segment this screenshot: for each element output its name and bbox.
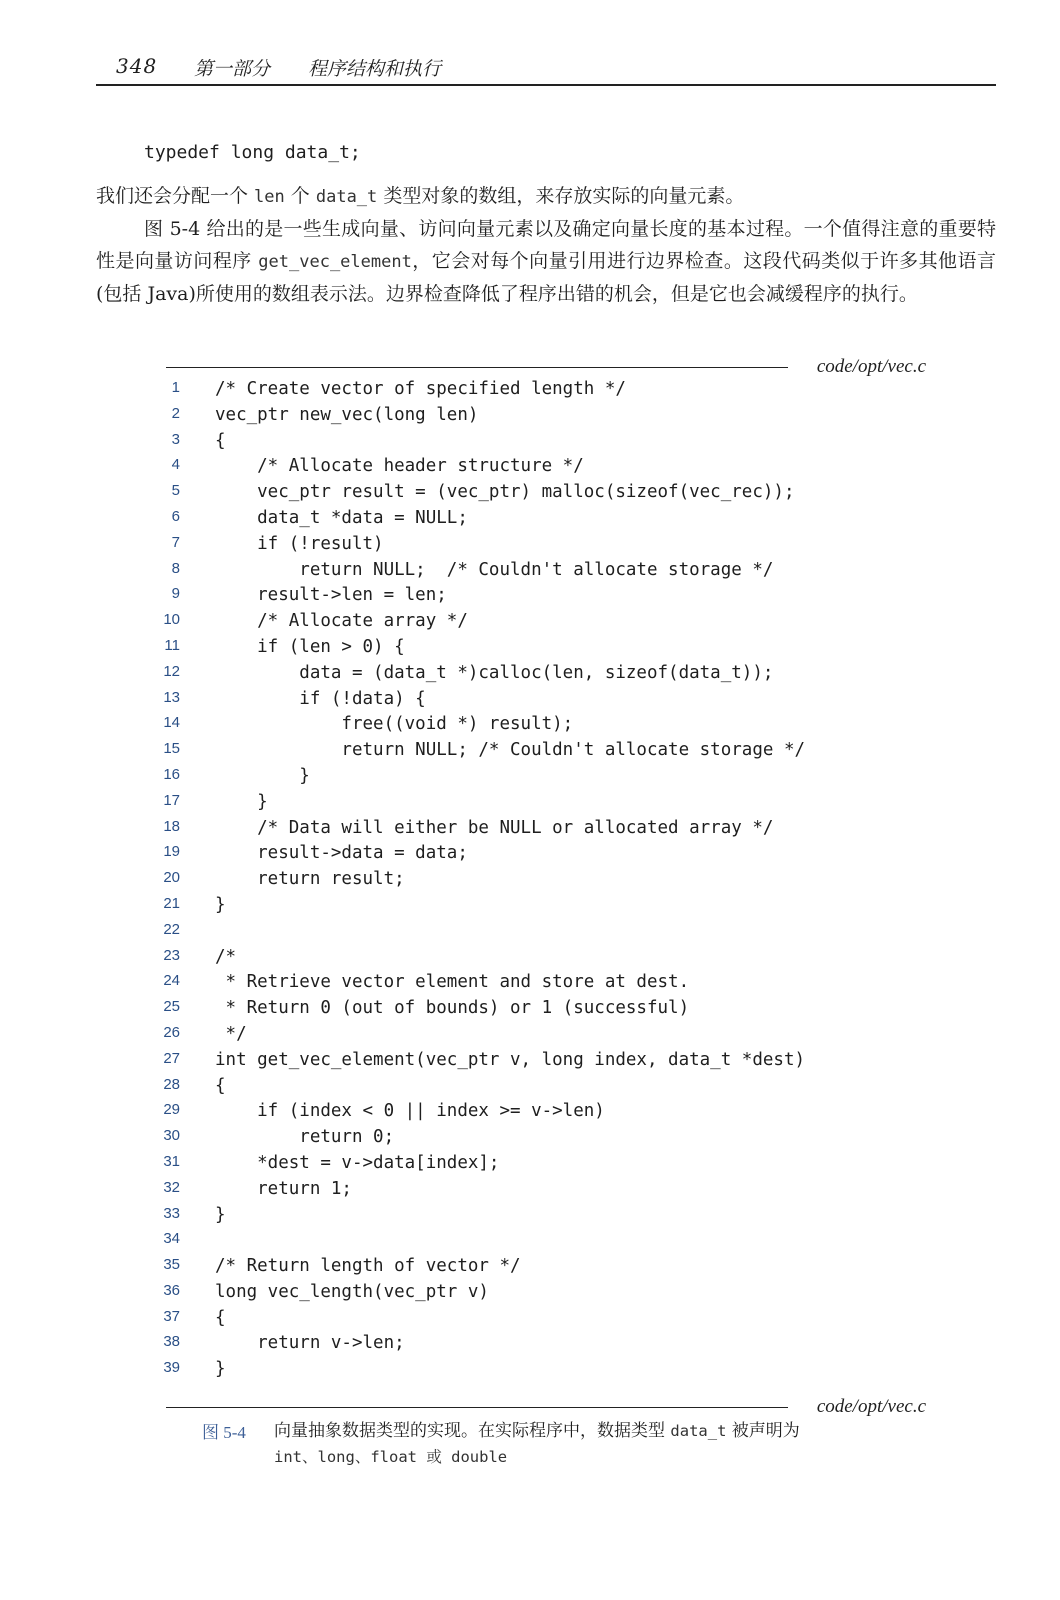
line-number: 33 [163, 1204, 180, 1222]
line-number: 38 [163, 1333, 180, 1351]
code-text: data_t *data = NULL; [215, 507, 468, 528]
code-line [160, 866, 880, 892]
code-text: free((void *) result); [215, 714, 574, 735]
line-number: 7 [171, 533, 180, 551]
line-number: 28 [163, 1075, 180, 1093]
caption-code-data-t: data_t [670, 1422, 727, 1440]
code-line [160, 1098, 880, 1124]
code-line [160, 763, 880, 789]
inline-code-data-t: data_t [315, 187, 378, 207]
source-file-label-bottom: code/opt/vec.c [816, 1396, 926, 1417]
code-text: /* Allocate array */ [215, 611, 468, 632]
paragraph-1: 我们还会分配一个 len 个 data_t 类型对象的数组，来存放实际的向量元素。 [96, 185, 745, 207]
line-number: 16 [163, 765, 180, 783]
line-number: 27 [163, 1049, 180, 1067]
code-line [160, 531, 880, 557]
code-text: { [215, 1307, 226, 1328]
code-line [160, 453, 880, 479]
code-line [160, 557, 880, 583]
code-line [160, 1305, 880, 1331]
code-line [160, 969, 880, 995]
code-text: if (len > 0) { [215, 636, 405, 657]
line-number: 32 [163, 1178, 180, 1196]
code-line [160, 1047, 880, 1073]
line-number: 34 [163, 1230, 180, 1248]
code-line [160, 686, 880, 712]
code-text: } [215, 1204, 226, 1225]
line-number: 6 [171, 507, 180, 525]
line-number: 36 [163, 1281, 180, 1299]
line-number: 18 [163, 817, 180, 835]
source-file-label-top: code/opt/vec.c [816, 356, 926, 377]
code-text: } [215, 765, 310, 786]
code-text: } [215, 1359, 226, 1380]
code-line [160, 918, 880, 944]
page-number: 348 [116, 54, 158, 78]
line-number: 10 [163, 611, 180, 629]
code-text: return NULL; /* Couldn't allocate storage */ [215, 740, 806, 761]
inline-code-get-vec-element: get_vec_element [258, 252, 412, 272]
code-text: result->len = len; [215, 585, 447, 606]
line-number: 12 [163, 662, 180, 680]
code-line [160, 428, 880, 454]
code-line [160, 1124, 880, 1150]
code-line [160, 789, 880, 815]
code-text: result->data = data; [215, 843, 468, 864]
line-number: 31 [163, 1152, 180, 1170]
code-line [160, 1202, 880, 1228]
code-text: if (index < 0 || index >= v->len) [215, 1101, 605, 1122]
code-line [160, 402, 880, 428]
code-text: } [215, 894, 226, 915]
code-line [160, 1150, 880, 1176]
line-number: 1 [171, 379, 180, 396]
line-number: 20 [163, 869, 180, 887]
code-line [160, 608, 880, 634]
line-number: 13 [163, 688, 180, 706]
page-header [96, 50, 996, 86]
code-line [160, 1176, 880, 1202]
code-line [160, 479, 880, 505]
line-number: 30 [163, 1127, 180, 1145]
chapter-title: 程序结构和执行 [308, 58, 442, 80]
code-line [160, 1227, 880, 1253]
figure-label: 图 5-4 [202, 1423, 246, 1442]
code-line [160, 582, 880, 608]
line-number: 35 [163, 1256, 180, 1274]
line-number: 29 [163, 1101, 180, 1119]
code-text: */ [215, 1023, 247, 1044]
code-text: long vec_length(vec_ptr v) [215, 1281, 489, 1302]
code-text: { [215, 1075, 226, 1096]
code-line [160, 1021, 880, 1047]
part-title: 第一部分 [194, 58, 271, 80]
code-text: if (!data) { [215, 688, 426, 709]
code-line [160, 815, 880, 841]
line-number: 17 [163, 791, 180, 809]
code-listing [160, 376, 880, 1382]
inline-code-len: len [254, 187, 285, 207]
line-number: 15 [163, 740, 180, 758]
line-number: 23 [163, 946, 180, 964]
line-number: 4 [171, 456, 180, 474]
line-number: 39 [163, 1359, 180, 1377]
code-text: return 0; [215, 1127, 395, 1148]
code-line [160, 1356, 880, 1382]
line-number: 22 [163, 920, 180, 938]
code-line [160, 1279, 880, 1305]
code-text: return result; [215, 869, 405, 890]
code-line [160, 840, 880, 866]
line-number: 2 [171, 404, 180, 422]
header-rule [96, 84, 996, 86]
code-line [160, 892, 880, 918]
code-line [160, 737, 880, 763]
code-text: * Retrieve vector element and store at dest. [215, 972, 690, 993]
paragraph-2: 图 5-4 给出的是一些生成向量、访问向量元素以及确定向量长度的基本过程。一个值得注意的重要特性是向量访问程序 get_vec_element，它会对每个向量引用进行边界检查。这段代码类似于许多其他语言(包括 Java)所使用的数组表示法。边界检查降低了程序出错的机会，但是它也会减缓程序的执行。 [96, 218, 996, 305]
code-text: /* Return length of vector */ [215, 1256, 521, 1277]
code-line [160, 944, 880, 970]
code-text: return 1; [215, 1178, 352, 1199]
figure-caption: 向量抽象数据类型的实现。在实际程序中，数据类型 data_t 被声明为 int、long、float 或 double [274, 1418, 914, 1470]
line-number: 8 [171, 559, 180, 577]
typedef-line: typedef long data_t; [144, 142, 361, 163]
line-number: 24 [163, 972, 180, 990]
code-text: vec_ptr new_vec(long len) [215, 404, 479, 425]
code-line [160, 1073, 880, 1099]
code-text: *dest = v->data[index]; [215, 1152, 500, 1173]
line-number: 26 [163, 1023, 180, 1041]
code-line [160, 1253, 880, 1279]
code-line [160, 995, 880, 1021]
line-number: 19 [163, 843, 180, 861]
code-text: { [215, 430, 226, 451]
line-number: 11 [164, 636, 180, 654]
code-text: /* [215, 946, 237, 967]
code-text: if (!result) [215, 533, 384, 554]
line-number: 37 [163, 1307, 180, 1325]
code-text: int get_vec_element(vec_ptr v, long index, data_t *dest) [215, 1049, 806, 1070]
code-text: data = (data_t *)calloc(len, sizeof(data_t)); [215, 662, 774, 683]
code-text: /* Allocate header structure */ [215, 456, 584, 477]
code-line [160, 634, 880, 660]
code-line [160, 1330, 880, 1356]
code-text: return NULL; /* Couldn't allocate storage */ [215, 559, 774, 580]
code-line [160, 660, 880, 686]
line-number: 21 [163, 894, 180, 912]
source-rule-bottom [166, 1396, 926, 1420]
code-line [160, 505, 880, 531]
line-number: 25 [163, 998, 180, 1016]
code-text: vec_ptr result = (vec_ptr) malloc(sizeof(vec_rec)); [215, 482, 795, 503]
code-text: } [215, 791, 268, 812]
code-text: /* Data will either be NULL or allocated array */ [215, 817, 774, 838]
line-number: 9 [171, 585, 180, 603]
line-number: 3 [171, 430, 180, 448]
line-number: 5 [171, 482, 180, 500]
code-text: * Return 0 (out of bounds) or 1 (successful) [215, 998, 690, 1019]
caption-line-2: int、long、float 或 double [274, 1448, 508, 1466]
code-text: /* Create vector of specified length */ [215, 379, 626, 399]
code-line [160, 711, 880, 737]
line-number: 14 [163, 714, 180, 732]
code-line [160, 376, 880, 402]
code-text: return v->len; [215, 1333, 405, 1354]
